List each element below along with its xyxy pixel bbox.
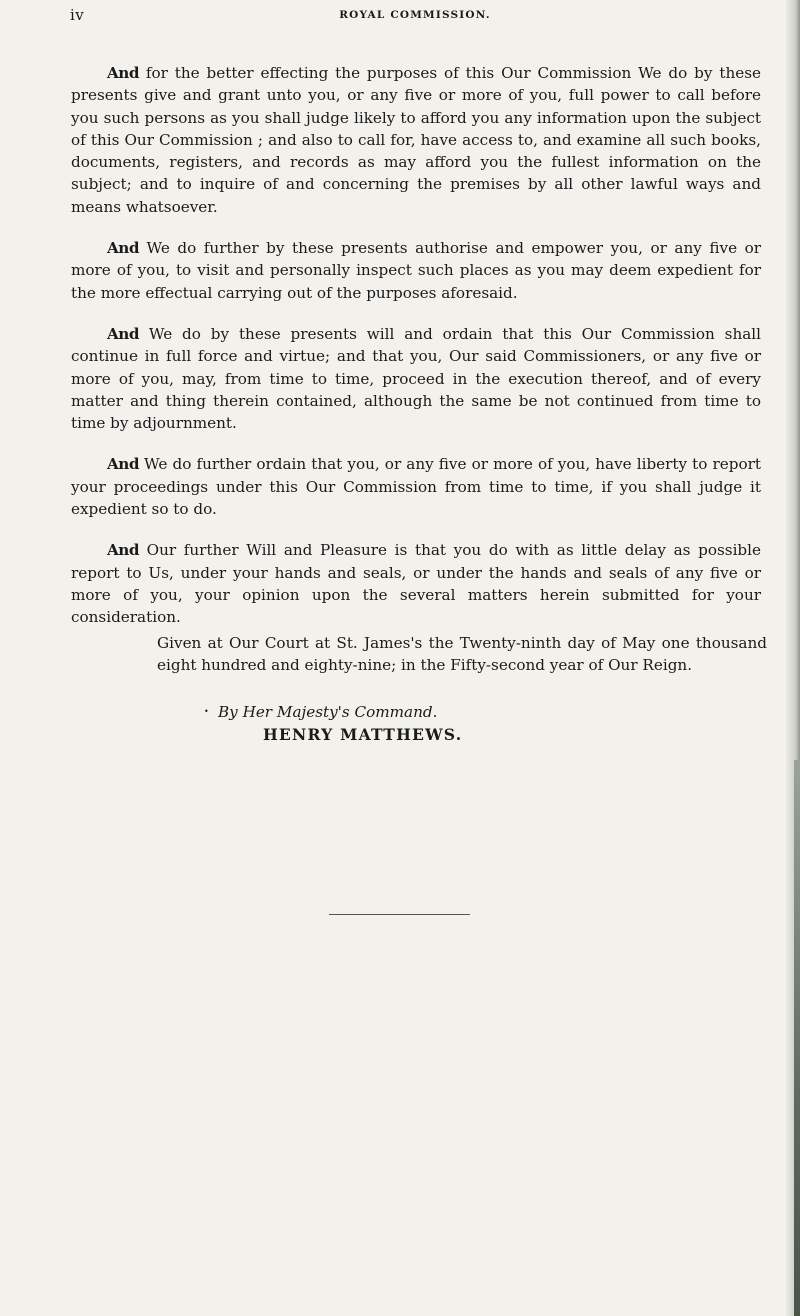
paragraph-lead-word: And [107,64,139,82]
paragraph-lead-word: And [107,239,139,258]
divider-rule [329,914,470,915]
command-text: By Her Majesty's Command. [218,703,438,721]
signature: HENRY MATTHEWS. [263,725,463,744]
paragraph-text: We do further ordain that you, or any five or more of you, have liberty to report your proceedings under this Our Commission from time to time, if you shall judge it expedient so to do. [71,455,761,519]
page-edge-shadow [794,760,800,1316]
paragraph-text: for the better effecting the purposes of this Our Commission We do by these presents give and grant unto you, or any five or more of you, full power to call before you such persons as you shall judge likely to afford you any information upon the subject of this Our Commission ; and also to call for, have access to, and examine all such books, documents, registers, and records as may afford you the fullest information on the subject; and to inquire of and concerning the premises by all other lawful ways and means whatsoever. [71,64,761,216]
bullet-mark: • [204,707,209,716]
paragraph [71,62,761,218]
paragraph-lead-word: And [107,541,139,560]
paragraph [71,237,761,304]
paragraph-text: Our further Will and Pleasure is that you do with as little delay as possible report to Us, under your hands and seals, or under the hands and seals of any five or more of you, your opinion upon the several matters herein submitted for your consideration. [71,541,761,627]
paragraph-lead-word: And [107,324,139,343]
command-line [204,703,438,721]
page-header [70,6,760,28]
paragraph-text: We do by these presents will and ordain that this Our Commission shall continue in full force and virtue; and that you, Our said Commissioners, or any five or more of you, may, from time to time, proceed in the execution thereof, and of every matter and thing therein contained, although the same be not continued from time to time by adjournment. [71,324,761,433]
paragraph-text: We do further by these presents authorise and empower you, or any five or more of you, to visit and personally inspect such places as you may deem expedient for the more effectual carrying out of the purposes aforesaid. [71,239,761,302]
given-at-statement: Given at Our Court at St. James's the Twenty-ninth day of May one thousand eight hundred and eighty-nine; in the Fifty-second year of Our Reign. [157,634,767,675]
commission-body [71,62,761,648]
paragraph-lead-word: And [107,455,139,474]
closing-block [157,632,767,677]
paragraph [71,539,761,628]
paragraph [71,323,761,434]
page-number: iv [70,6,85,24]
running-title: ROYAL COMMISSION. [339,9,491,21]
paragraph [71,453,761,520]
